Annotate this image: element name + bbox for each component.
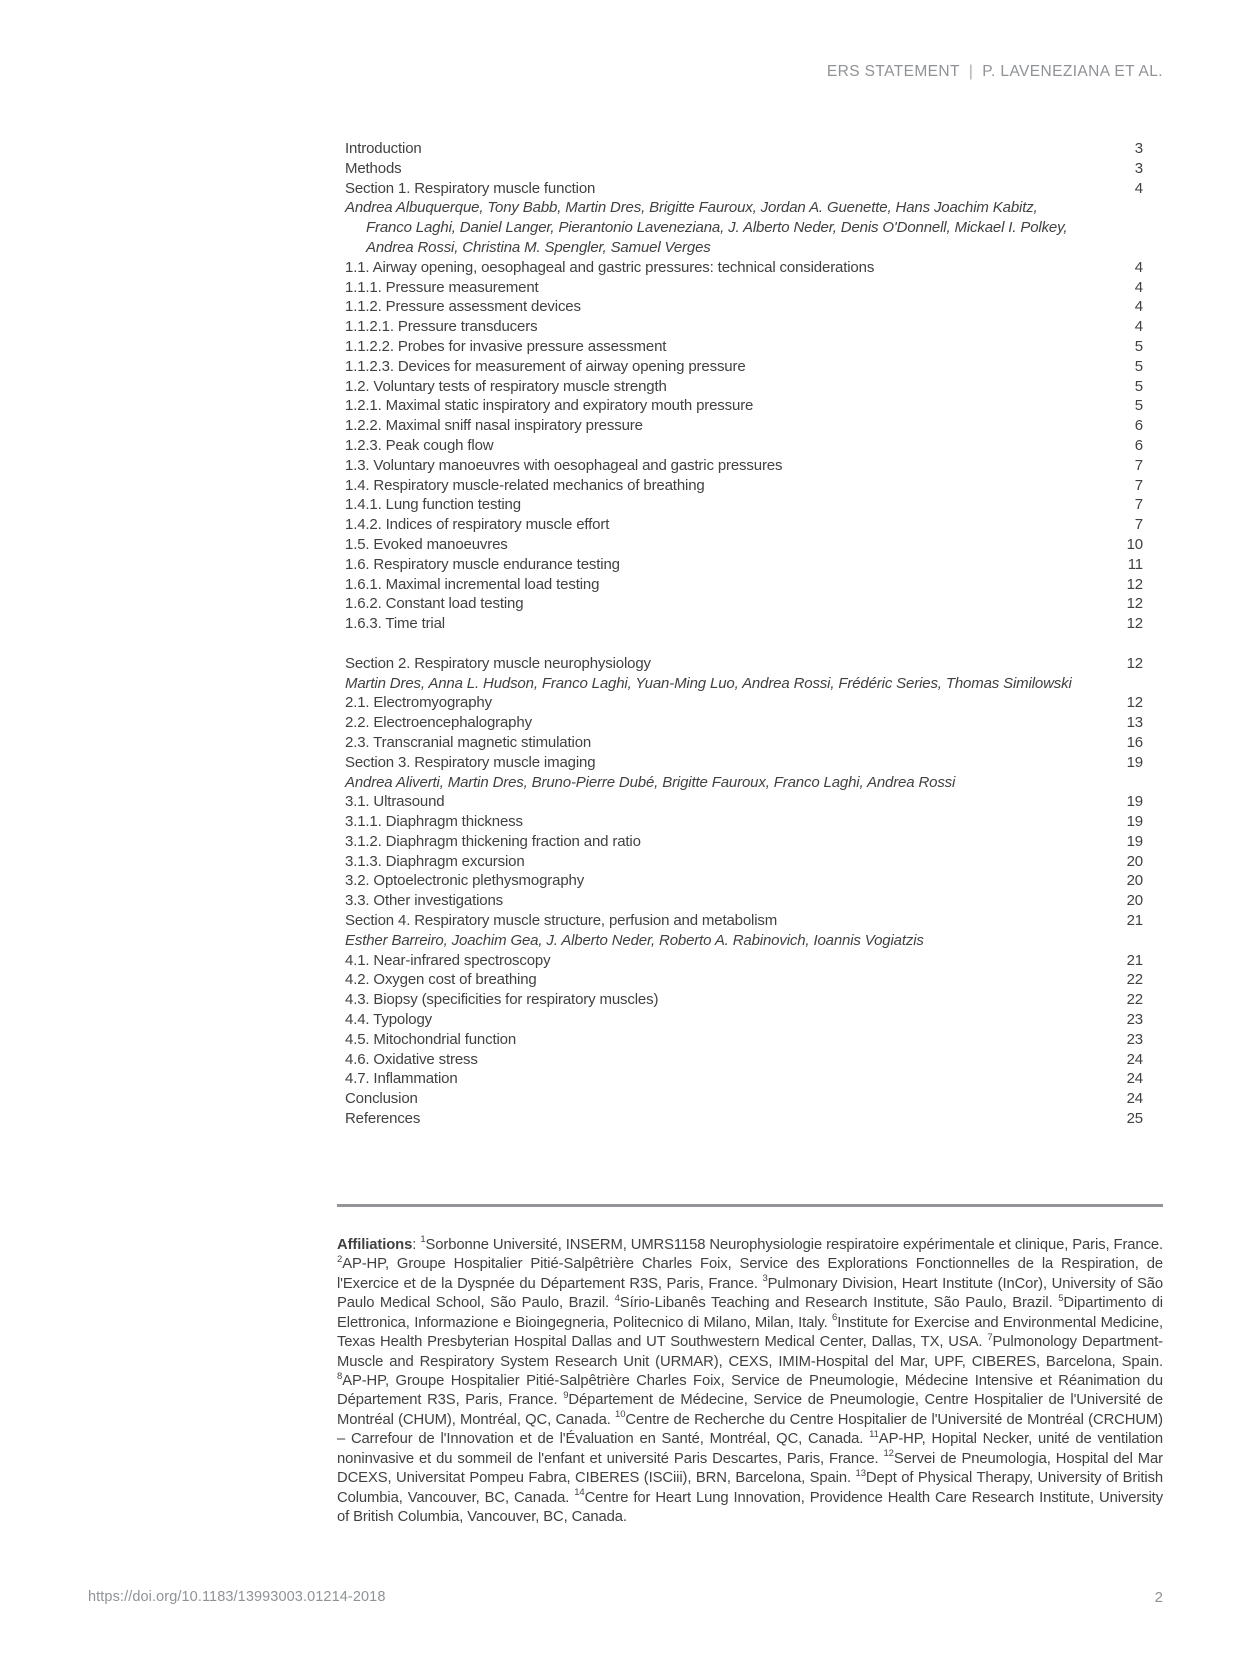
- toc-entry-label: 1.1.2.2. Probes for invasive pressure assessment: [345, 337, 667, 355]
- toc-entry-label: 4.1. Near-infrared spectroscopy: [345, 951, 551, 969]
- toc-entry-page: 4: [1134, 179, 1143, 197]
- toc-entry: [345, 1050, 1143, 1070]
- toc-author-block: [345, 773, 1143, 793]
- toc-entry-page: 5: [1134, 357, 1143, 375]
- toc-entry-page: 24: [1126, 1090, 1143, 1108]
- toc-entry-label: 4.2. Oxygen cost of breathing: [345, 971, 537, 989]
- toc-author-block: [345, 674, 1143, 694]
- toc-entry-page: 5: [1134, 397, 1143, 415]
- toc-entry-label: 1.6.1. Maximal incremental load testing: [345, 575, 600, 593]
- toc-entry: [345, 139, 1143, 159]
- toc-entry-page: 5: [1134, 337, 1143, 355]
- affiliation-segment: Centre de Recherche du Centre Hospitalier de l'Université de Montréal (CRCHUM) – Carrefour de l'Innovation et de l'Évaluation en Santé, Montréal, QC, Canada.: [337, 1411, 1163, 1448]
- toc-entry-page: 4: [1134, 298, 1143, 316]
- affiliation-segment: Dipartimento di Elettronica, Informazione e Bioingegneria, Politecnico di Milano, Milan, Italy.: [337, 1295, 1163, 1331]
- toc-entry: [345, 337, 1143, 357]
- toc-entry: [345, 1069, 1143, 1089]
- toc-entry: [345, 495, 1143, 515]
- header-authors: P. LAVENEZIANA ET AL.: [982, 63, 1163, 80]
- affiliation-segment: Sírio-Libanês Teaching and Research Institute, São Paulo, Brazil.: [619, 1295, 1059, 1312]
- toc-entry: [345, 654, 1143, 674]
- toc-author-block: [345, 931, 1143, 951]
- toc-entry-page: 12: [1126, 654, 1143, 672]
- toc-entry-page: 23: [1126, 1011, 1143, 1029]
- toc-entry-page: 21: [1126, 951, 1143, 969]
- toc-entry: [345, 970, 1143, 990]
- toc-entry-page: 4: [1134, 278, 1143, 296]
- toc-entry: [345, 297, 1143, 317]
- affiliation-segment: Centre for Heart Lung Innovation, Providence Health Care Research Institute, University of British Columbia, Vancouver, BC, Canada.: [337, 1489, 1163, 1526]
- toc-entry: [345, 396, 1143, 416]
- toc-author-line: Esther Barreiro, Joachim Gea, J. Alberto Neder, Roberto A. Rabinovich, Ioannis Vogiatzis: [345, 931, 924, 949]
- toc-author-line: Franco Laghi, Daniel Langer, Pierantonio Laveneziana, J. Alberto Neder, Denis O'Donnell, Mickael I. Polkey,: [366, 219, 1068, 237]
- toc-entry-label: 3.3. Other investigations: [345, 892, 504, 910]
- toc-entry-label: Section 2. Respiratory muscle neurophysiology: [345, 654, 651, 672]
- toc-entry-label: 1.2.2. Maximal sniff nasal inspiratory pressure: [345, 417, 643, 435]
- toc-entry-page: 6: [1134, 436, 1143, 454]
- toc-entry-label: 1.4.1. Lung function testing: [345, 496, 521, 514]
- toc-entry-page: 7: [1134, 476, 1143, 494]
- toc-entry-page: 20: [1126, 872, 1143, 890]
- toc-entry-label: References: [345, 1110, 421, 1128]
- table-of-contents: [345, 139, 1143, 1129]
- toc-entry: [345, 852, 1143, 872]
- toc-entry-page: 21: [1126, 912, 1143, 930]
- toc-entry: [345, 594, 1143, 614]
- affiliation-segment: Sorbonne Université, INSERM, UMRS1158 Neurophysiologie respiratoire expérimentale et clinique, Paris, France.: [425, 1236, 1164, 1253]
- affiliation-segment: AP-HP, Groupe Hospitalier Pitié-Salpêtrière Charles Foix, Service de Pneumologie, Médecine Intensive et Réanimation du Département R3S, Paris, France.: [337, 1372, 1163, 1409]
- toc-entry: [345, 377, 1143, 397]
- toc-entry: [345, 535, 1143, 555]
- toc-entry: [345, 357, 1143, 377]
- toc-entry-page: 10: [1126, 535, 1143, 553]
- toc-entry: [345, 713, 1143, 733]
- toc-entry-label: 3.1.2. Diaphragm thickening fraction and ratio: [345, 832, 641, 850]
- toc-entry-page: 7: [1134, 456, 1143, 474]
- toc-entry-label: Section 4. Respiratory muscle structure, perfusion and metabolism: [345, 912, 778, 930]
- affiliation-segment: Dept of Physical Therapy, University of British Columbia, Vancouver, BC, Canada.: [337, 1470, 1164, 1506]
- toc-entry-label: 2.1. Electromyography: [345, 694, 492, 712]
- journal-name: ERS STATEMENT: [826, 63, 960, 80]
- toc-entry: [345, 832, 1143, 852]
- running-header: [827, 63, 1163, 81]
- affiliation-superscript: 13: [855, 1467, 866, 1479]
- toc-entry-page: 12: [1126, 694, 1143, 712]
- toc-entry-label: 3.1.1. Diaphragm thickness: [345, 813, 523, 831]
- toc-entry-page: 3: [1134, 140, 1143, 157]
- toc-entry-label: 1.6.2. Constant load testing: [345, 595, 524, 613]
- toc-entry-label: 1.1.2.3. Devices for measurement of airway opening pressure: [345, 357, 746, 375]
- toc-entry-page: 11: [1127, 555, 1143, 573]
- toc-entry: [345, 436, 1143, 456]
- toc-entry-label: 1.5. Evoked manoeuvres: [345, 535, 508, 553]
- toc-entry: [345, 1010, 1143, 1030]
- toc-entry-label: 1.2.1. Maximal static inspiratory and expiratory mouth pressure: [345, 397, 754, 415]
- toc-entry: [345, 733, 1143, 753]
- toc-entry-page: 6: [1134, 417, 1143, 435]
- toc-entry-page: 25: [1126, 1110, 1143, 1128]
- toc-entry: [345, 693, 1143, 713]
- section-divider: [337, 1204, 1163, 1207]
- toc-entry-page: 23: [1126, 1030, 1143, 1048]
- affiliation-segment: Pulmonary Division, Heart Institute (InCor), University of São Paulo Medical School, São Paulo, Brazil.: [337, 1275, 1163, 1312]
- toc-entry-page: 7: [1134, 516, 1143, 534]
- toc-entry-label: Section 1. Respiratory muscle function: [345, 179, 596, 197]
- toc-entry-label: 1.2.3. Peak cough flow: [345, 436, 494, 454]
- toc-author-line: Andrea Rossi, Christina M. Spengler, Samuel Verges: [366, 238, 711, 256]
- toc-entry: [345, 416, 1143, 436]
- toc-entry-label: 1.1.2. Pressure assessment devices: [345, 298, 581, 316]
- toc-entry-label: 1.1.1. Pressure measurement: [345, 278, 539, 296]
- toc-entry: [345, 575, 1143, 595]
- affiliations: [337, 1236, 1163, 1528]
- toc-entry-page: 19: [1126, 813, 1143, 831]
- affiliation-segment: Servei de Pneumologia, Hospital del Mar DCEXS, Universitat Pompeu Fabra, CIBERES (ISCiii), BRN, Barcelona, Spain.: [337, 1450, 1163, 1487]
- toc-entry-page: 12: [1126, 595, 1143, 613]
- toc-entry-label: 1.1.2.1. Pressure transducers: [345, 318, 538, 336]
- toc-entry: [345, 179, 1143, 199]
- toc-author-line: Martin Dres, Anna L. Hudson, Franco Laghi, Yuan-Ming Luo, Andrea Rossi, Frédéric Series, Thomas Similowski: [345, 674, 1072, 692]
- affiliation-superscript: 14: [574, 1487, 585, 1499]
- affiliation-superscript: 11: [869, 1428, 879, 1440]
- doi-link[interactable]: https://doi.org/10.1183/13993003.01214-2018: [88, 1589, 386, 1605]
- affiliation-segment: AP-HP, Hopital Necker, unité de ventilation noninvasive et du sommeil de l'enfant et université Paris Descartes, Paris, France.: [337, 1431, 1164, 1467]
- toc-entry-label: 3.2. Optoelectronic plethysmography: [345, 872, 585, 890]
- affiliation-segment: Institute for Exercise and Environmental Medicine, Texas Health Presbyterian Hospital Dallas and UT Southwestern Medical Center, Dallas, TX, USA.: [337, 1314, 1163, 1351]
- toc-entry-label: Conclusion: [345, 1090, 418, 1108]
- toc-entry-page: 24: [1126, 1070, 1143, 1088]
- affiliation-segment: Département de Médecine, Service de Pneumologie, Centre Hospitalier de l'Université de Montréal (CHUM), Montréal, QC, Canada.: [337, 1392, 1163, 1428]
- toc-entry: [345, 278, 1143, 298]
- toc-entry: [345, 515, 1143, 535]
- affiliation-segment: AP-HP, Groupe Hospitalier Pitié-Salpêtrière Charles Foix, Service des Explorations Fonctionnelles de la Respiration, de l'Exercice et de la Dyspnée du Département R3S, Paris, France.: [337, 1256, 1163, 1292]
- toc-entry: [345, 614, 1143, 634]
- toc-entry-label: 4.4. Typology: [345, 1011, 433, 1029]
- toc-entry: [345, 456, 1143, 476]
- toc-entry-label: 1.2. Voluntary tests of respiratory muscle strength: [345, 377, 667, 395]
- toc-author-block: [345, 198, 1143, 257]
- toc-entry-label: 1.1. Airway opening, oesophageal and gastric pressures: technical considerations: [345, 258, 875, 276]
- toc-entry: [345, 1030, 1143, 1050]
- toc-entry-page: 4: [1134, 258, 1143, 276]
- toc-entry: [345, 812, 1143, 832]
- affiliation-superscript: 9: [563, 1390, 569, 1401]
- toc-entry-page: 19: [1126, 793, 1143, 811]
- toc-entry: [345, 476, 1143, 496]
- toc-entry-page: 4: [1134, 318, 1143, 336]
- toc-entry-label: 1.6.3. Time trial: [345, 615, 445, 633]
- toc-entry-label: 1.4.2. Indices of respiratory muscle effort: [345, 516, 610, 534]
- toc-entry-page: 22: [1126, 991, 1143, 1009]
- affiliation-superscript: 10: [615, 1409, 626, 1421]
- affiliation-superscript: 6: [832, 1312, 838, 1324]
- toc-entry: [345, 792, 1143, 812]
- toc-entry-page: 20: [1126, 892, 1143, 910]
- affiliation-superscript: 3: [762, 1273, 768, 1285]
- toc-entry-label: 1.3. Voluntary manoeuvres with oesophageal and gastric pressures: [345, 456, 783, 474]
- toc-entry: [345, 1089, 1143, 1109]
- toc-entry-label: Section 3. Respiratory muscle imaging: [345, 753, 596, 771]
- affiliations-label-separator: :: [412, 1236, 421, 1253]
- toc-entry-page: 13: [1126, 714, 1143, 732]
- header-separator: |: [968, 63, 974, 80]
- toc-entry: [345, 258, 1143, 278]
- toc-author-line: Andrea Albuquerque, Tony Babb, Martin Dres, Brigitte Fauroux, Jordan A. Guenette, Hans Joachim Kabitz,: [345, 199, 1038, 217]
- toc-entry-label: 4.6. Oxidative stress: [345, 1050, 478, 1068]
- toc-entry-label: 2.2. Electroencephalography: [345, 714, 532, 732]
- toc-entry: [345, 990, 1143, 1010]
- toc-entry-label: 3.1. Ultrasound: [345, 793, 445, 811]
- affiliations-label: Affiliations: [337, 1236, 413, 1253]
- toc-entry-page: 20: [1126, 852, 1143, 870]
- toc-entry: [345, 911, 1143, 931]
- toc-entry-label: 1.6. Respiratory muscle endurance testing: [345, 555, 620, 573]
- toc-entry-page: 5: [1134, 377, 1143, 395]
- toc-entry-page: 16: [1126, 733, 1143, 751]
- affiliation-superscript: 2: [337, 1253, 343, 1265]
- toc-entry-page: 24: [1126, 1050, 1143, 1068]
- toc-entry-label: 3.1.3. Diaphragm excursion: [345, 852, 525, 870]
- affiliation-superscript: 12: [883, 1448, 894, 1460]
- toc-entry: [345, 891, 1143, 911]
- affiliation-superscript: 1: [420, 1234, 426, 1246]
- toc-entry: [345, 753, 1143, 773]
- toc-entry: [345, 317, 1143, 337]
- toc-author-line: Andrea Aliverti, Martin Dres, Bruno-Pierre Dubé, Brigitte Fauroux, Franco Laghi, Andrea Rossi: [345, 773, 956, 791]
- toc-entry: [345, 951, 1143, 971]
- affiliation-superscript: 8: [337, 1370, 343, 1382]
- toc-entry-label: 4.3. Biopsy (specificities for respiratory muscles): [345, 991, 659, 1009]
- toc-entry-label: 4.5. Mitochondrial function: [345, 1030, 517, 1048]
- toc-entry-page: 3: [1134, 159, 1143, 177]
- toc-entry-page: 7: [1134, 496, 1143, 514]
- toc-entry-page: 19: [1126, 753, 1143, 771]
- toc-entry-label: 4.7. Inflammation: [345, 1070, 458, 1088]
- toc-entry-label: Introduction: [345, 140, 422, 157]
- toc-entry-page: 22: [1126, 971, 1143, 989]
- toc-entry-page: 12: [1126, 615, 1143, 633]
- toc-entry-page: 12: [1126, 575, 1143, 593]
- toc-spacer: [345, 634, 1143, 654]
- toc-entry: [345, 871, 1143, 891]
- toc-entry-label: 1.4. Respiratory muscle-related mechanics of breathing: [345, 476, 705, 494]
- affiliation-superscript: 5: [1058, 1292, 1064, 1304]
- toc-entry: [345, 159, 1143, 179]
- toc-entry: [345, 555, 1143, 575]
- toc-entry-label: Methods: [345, 159, 402, 177]
- toc-entry-page: 19: [1126, 832, 1143, 850]
- affiliation-segment: Pulmonology Department-Muscle and Respiratory System Research Unit (URMAR), CEXS, IMIM-Hospital del Mar, UPF, CIBERES, Barcelona, Spain.: [337, 1334, 1163, 1370]
- affiliation-superscript: 4: [614, 1292, 620, 1304]
- toc-entry: [345, 1109, 1143, 1129]
- affiliation-superscript: 7: [987, 1331, 993, 1343]
- toc-entry-label: 2.3. Transcranial magnetic stimulation: [345, 733, 592, 751]
- page-number: 2: [1154, 1589, 1163, 1606]
